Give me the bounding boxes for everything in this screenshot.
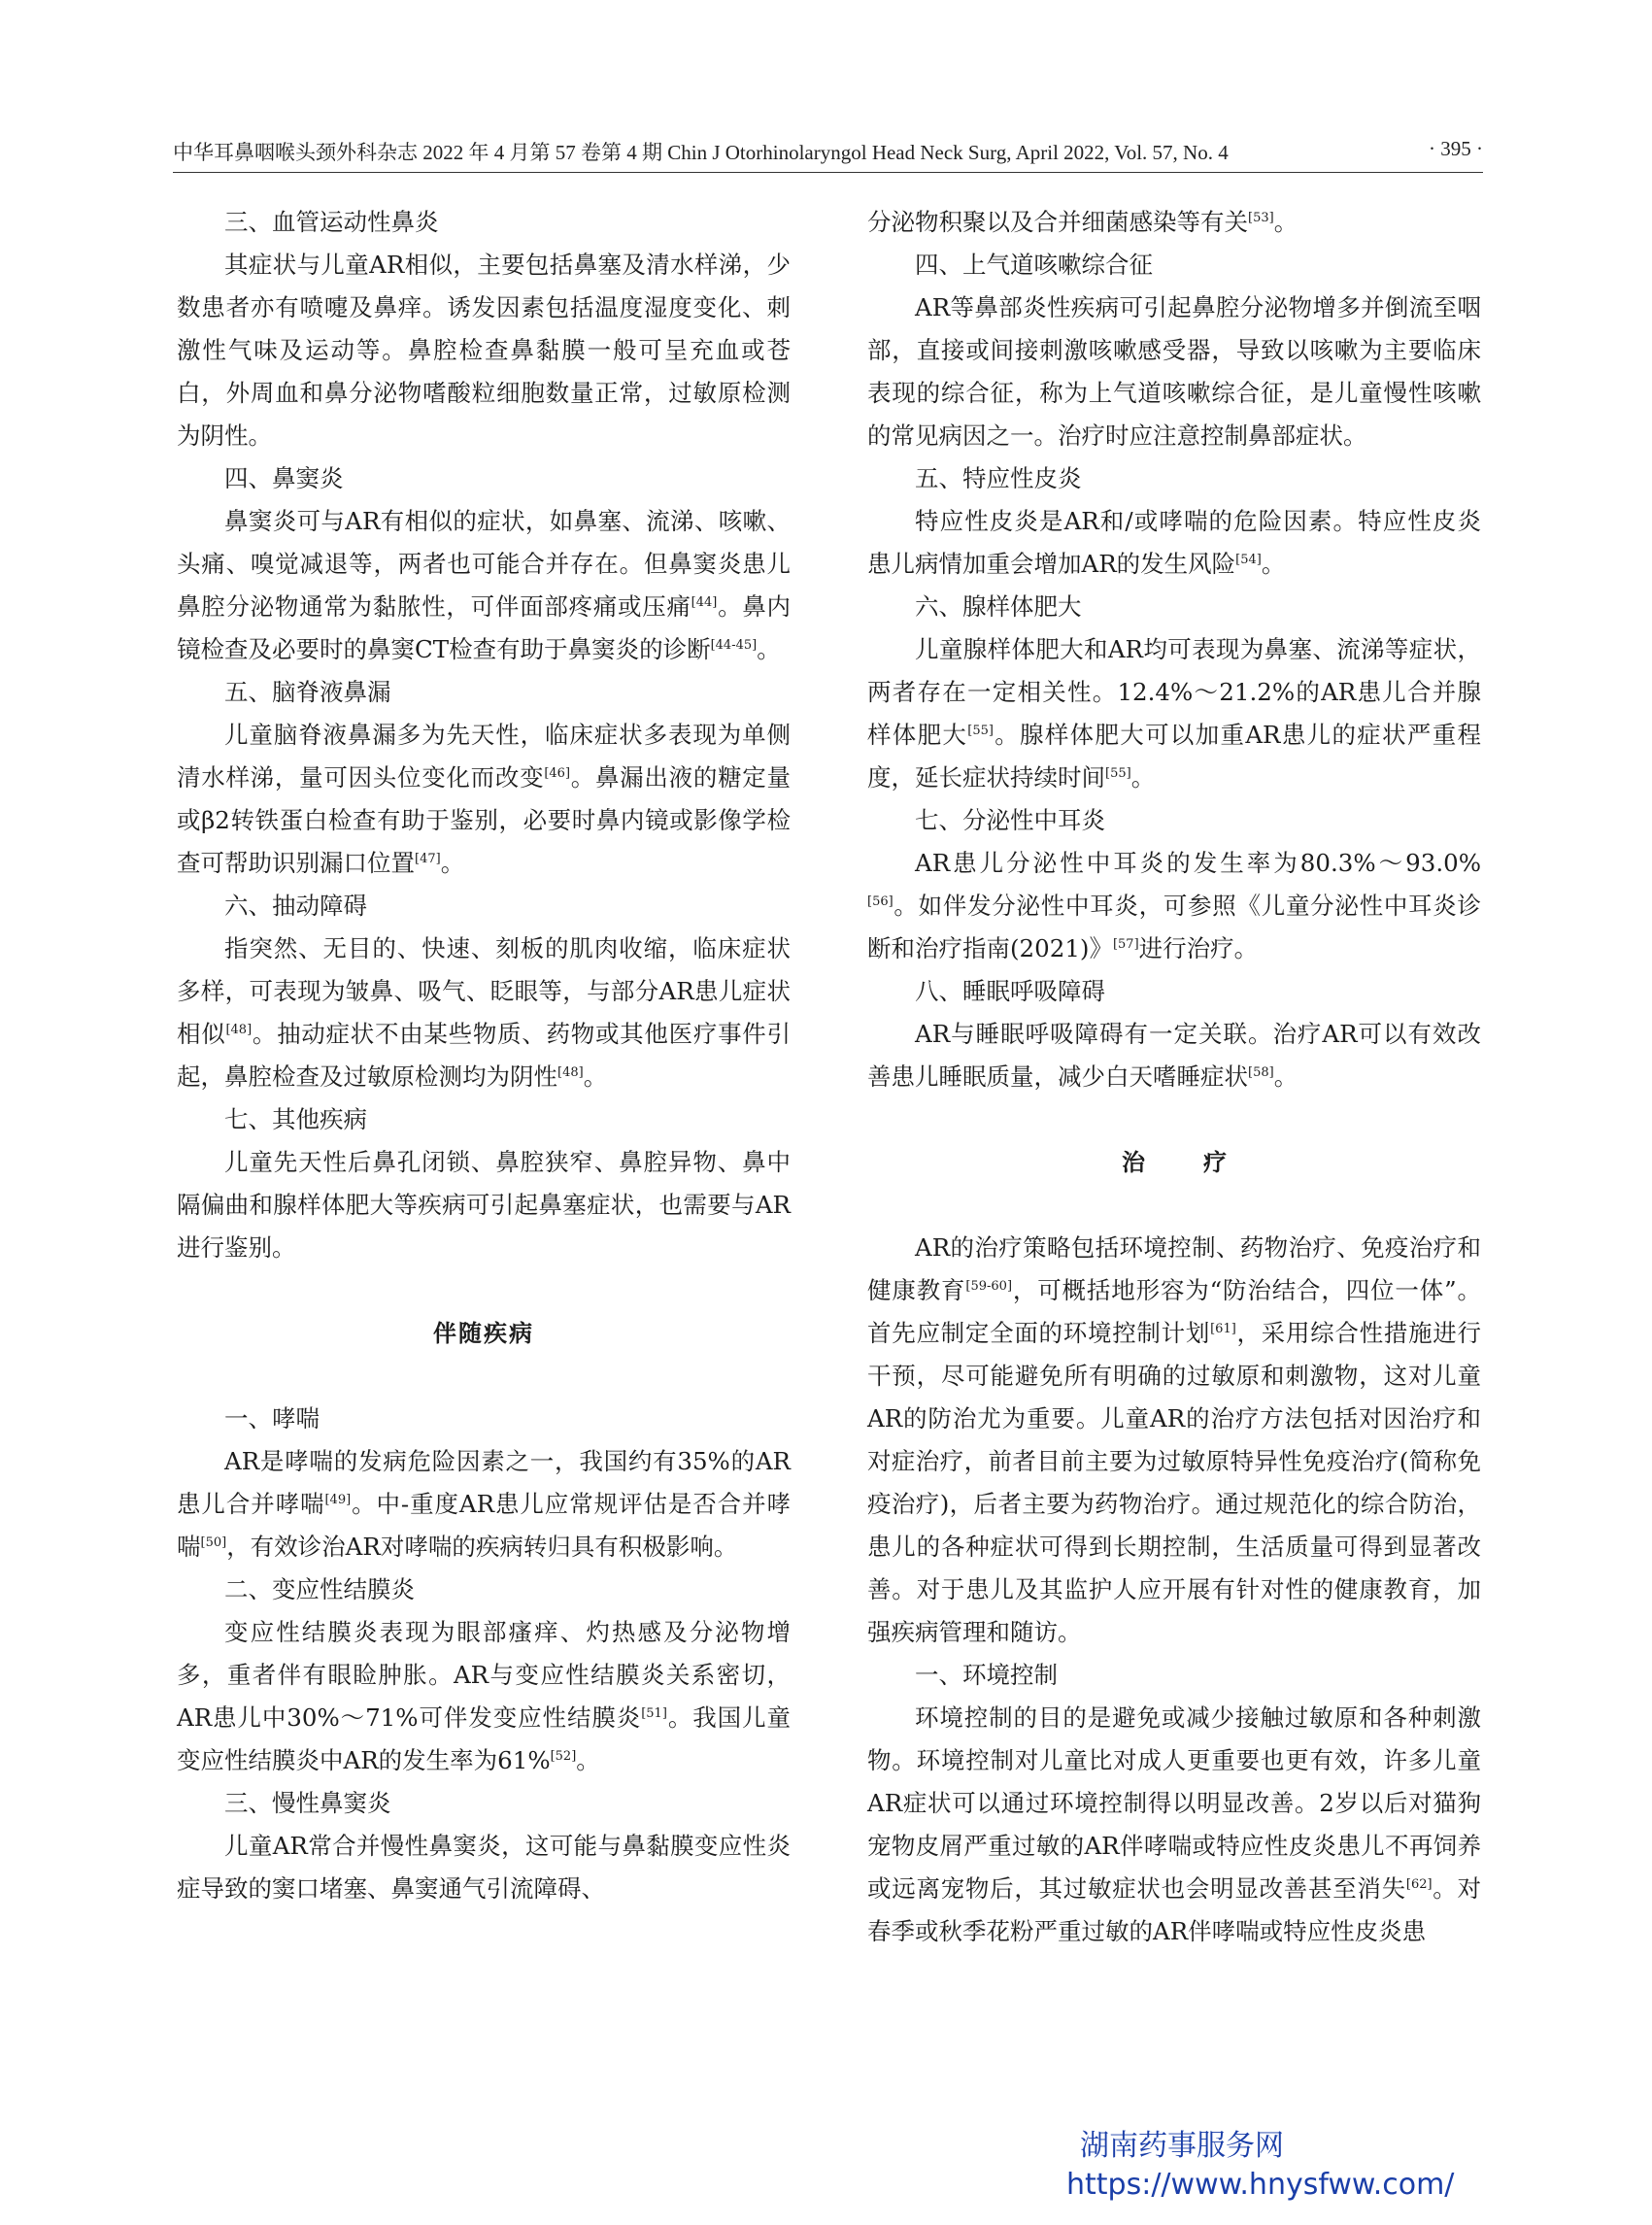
heading-otitis-media: 七、分泌性中耳炎 xyxy=(915,806,1105,834)
citation: [59-60] xyxy=(965,1278,1013,1294)
page-number: · 395 · xyxy=(1429,137,1483,160)
heading-upper-airway-cough: 四、上气道咳嗽综合征 xyxy=(915,251,1153,279)
heading-chronic-sinusitis: 三、慢性鼻窦炎 xyxy=(224,1789,391,1817)
citation: [48] xyxy=(225,1022,253,1037)
heading-environmental-control: 一、环境控制 xyxy=(915,1661,1058,1689)
citation: [44-45] xyxy=(710,637,758,653)
citation: [52] xyxy=(550,1748,577,1764)
watermark-url[interactable]: https://www.hnysfww.com/ xyxy=(1066,2168,1455,2202)
citation: [62] xyxy=(1405,1876,1433,1892)
section-title-treatment: 治疗 xyxy=(1122,1149,1285,1176)
citation: [48] xyxy=(557,1064,584,1080)
heading-asthma: 一、哮喘 xyxy=(224,1404,320,1433)
paragraph-continued: 分泌物积聚以及合并细菌感染等有关[53]。 xyxy=(867,208,1298,236)
watermark xyxy=(1066,2127,1474,2205)
citation: [55] xyxy=(1105,765,1131,781)
paragraph: AR的治疗策略包括环境控制、药物治疗、免疫治疗和健康教育[59-60]，可概括地形容为“防治结合，四位一体”。首先应制定全面的环境控制计划[61]，采用综合性措施进行干预，尽可能避免所有明确的过敏原和刺激物，这对儿童AR的防治尤为重要。儿童AR的治疗方法包括对因治疗和对症治疗，前者目前主要为过敏原特异性免疫治疗(简称免疫治疗)，后者主要为药物治疗。通过规范化的综合防治，患儿的各种症状可得到长期控制，生活质量可得到显著改善。对于患儿及其监护人应开展有针对性的健康教育，加强疾病管理和随访。 xyxy=(867,1233,1482,1646)
citation: [44] xyxy=(691,594,718,610)
citation: [55] xyxy=(967,723,994,738)
heading-vasomotor-rhinitis: 三、血管运动性鼻炎 xyxy=(224,208,439,236)
citation: [56] xyxy=(867,893,893,909)
citation: [50] xyxy=(200,1534,227,1550)
heading-sleep-disorder: 八、睡眠呼吸障碍 xyxy=(915,977,1105,1005)
heading-tic-disorder: 六、抽动障碍 xyxy=(224,892,367,920)
paragraph: 儿童腺样体肥大和AR均可表现为鼻塞、流涕等症状，两者存在一定相关性。12.4%～21.2%的AR患儿合并腺样体肥大[55]。腺样体肥大可以加重AR患儿的症状严重程度，延长症状持续时间[55]。 xyxy=(867,635,1482,792)
citation: [47] xyxy=(415,851,441,866)
paragraph: 特应性皮炎是AR和/或哮喘的危险因素。特应性皮炎患儿病情加重会增加AR的发生风险[54]。 xyxy=(867,507,1481,578)
paragraph: 其症状与儿童AR相似，主要包括鼻塞及清水样涕，少数患者亦有喷嚏及鼻痒。诱发因素包括温度湿度变化、刺激性气味及运动等。鼻腔检查鼻黏膜一般可呈充血或苍白，外周血和鼻分泌物嗜酸粒细胞数量正常，过敏原检测为阴性。 xyxy=(177,251,791,450)
header-rule xyxy=(173,172,1483,173)
section-title-comorbidities: 伴随疾病 xyxy=(433,1320,534,1347)
citation: [58] xyxy=(1248,1064,1274,1080)
left-column xyxy=(177,201,791,1910)
paragraph: 变应性结膜炎表现为眼部瘙痒、灼热感及分泌物增多，重者伴有眼睑肿胀。AR与变应性结膜炎关系密切，AR患儿中30%～71%可伴发变应性结膜炎[51]。我国儿童变应性结膜炎中AR的发生率为61%[52]。 xyxy=(177,1618,791,1774)
citation: [54] xyxy=(1235,552,1262,567)
paragraph: 鼻窦炎可与AR有相似的症状，如鼻塞、流涕、咳嗽、头痛、嗅觉减退等，两者也可能合并存在。但鼻窦炎患儿鼻腔分泌物通常为黏脓性，可伴面部疼痛或压痛[44]。鼻内镜检查及必要时的鼻窦CT检查有助于鼻窦炎的诊断[44-45]。 xyxy=(177,507,792,663)
paragraph: AR是哮喘的发病危险因素之一，我国约有35%的AR患儿合并哮喘[49]。中-重度AR患儿应常规评估是否合并哮喘[50]，有效诊治AR对哮喘的疾病转归具有积极影响。 xyxy=(177,1447,792,1561)
journal-citation: 中华耳鼻咽喉头颈外科杂志 2022 年 4 月第 57 卷第 4 期 Chin J Otorhinolaryngol Head Neck Surg, April 2022, Vol. 57, No. 4 xyxy=(173,141,1229,164)
paragraph: 环境控制的目的是避免或减少接触过敏原和各种刺激物。环境控制对儿童比对成人更重要也更有效，许多儿童AR症状可以通过环境控制得以明显改善。2岁以后对猫狗宠物皮屑严重过敏的AR伴哮喘或特应性皮炎患儿不再饲养或远离宠物后，其过敏症状也会明显改善甚至消失[62]。对春季或秋季花粉严重过敏的AR伴哮喘或特应性皮炎患 xyxy=(867,1703,1482,1945)
paragraph: 儿童脑脊液鼻漏多为先天性，临床症状多表现为单侧清水样涕，量可因头位变化而改变[46]。鼻漏出液的糖定量或β2转铁蛋白检查有助于鉴别，必要时鼻内镜或影像学检查可帮助识别漏口位置[47]。 xyxy=(177,721,792,877)
watermark-name: 湖南药事服务网 xyxy=(1080,2129,1284,2163)
heading-other-diseases: 七、其他疾病 xyxy=(224,1105,367,1133)
paragraph: 儿童AR常合并慢性鼻窦炎，这可能与鼻黏膜变应性炎症导致的窦口堵塞、鼻窦通气引流障碍、 xyxy=(177,1832,791,1903)
citation: [46] xyxy=(544,765,571,781)
heading-csf-rhinorrhea: 五、脑脊液鼻漏 xyxy=(224,678,391,706)
heading-sinusitis: 四、鼻窦炎 xyxy=(224,464,344,492)
paragraph: AR患儿分泌性中耳炎的发生率为80.3%～93.0%[56]。如伴发分泌性中耳炎，可参照《儿童分泌性中耳炎诊断和治疗指南(2021)》[57]进行治疗。 xyxy=(867,849,1481,962)
paragraph: 儿童先天性后鼻孔闭锁、鼻腔狭窄、鼻腔异物、鼻中隔偏曲和腺样体肥大等疾病可引起鼻塞症状，也需要与AR进行鉴别。 xyxy=(177,1148,791,1262)
citation: [61] xyxy=(1210,1321,1236,1336)
citation: [53] xyxy=(1248,210,1274,225)
heading-atopic-dermatitis: 五、特应性皮炎 xyxy=(915,464,1082,492)
running-header xyxy=(173,133,1483,166)
paragraph: AR与睡眠呼吸障碍有一定关联。治疗AR可以有效改善患儿睡眠质量，减少白天嗜睡症状[58]。 xyxy=(867,1020,1481,1091)
citation: [57] xyxy=(1112,936,1139,952)
citation: [49] xyxy=(324,1492,352,1507)
paragraph: AR等鼻部炎性疾病可引起鼻腔分泌物增多并倒流至咽部，直接或间接刺激咳嗽感受器，导致以咳嗽为主要临床表现的综合征，称为上气道咳嗽综合征，是儿童慢性咳嗽的常见病因之一。治疗时应注意控制鼻部症状。 xyxy=(867,293,1481,450)
right-column xyxy=(867,201,1481,1953)
citation: [51] xyxy=(641,1705,667,1721)
heading-adenoid-hypertrophy: 六、腺样体肥大 xyxy=(915,592,1082,621)
heading-allergic-conjunctivitis: 二、变应性结膜炎 xyxy=(224,1575,415,1603)
paragraph: 指突然、无目的、快速、刻板的肌肉收缩，临床症状多样，可表现为皱鼻、吸气、眨眼等，与部分AR患儿症状相似[48]。抽动症状不由某些物质、药物或其他医疗事件引起，鼻腔检查及过敏原检测均为阴性[48]。 xyxy=(177,934,792,1091)
